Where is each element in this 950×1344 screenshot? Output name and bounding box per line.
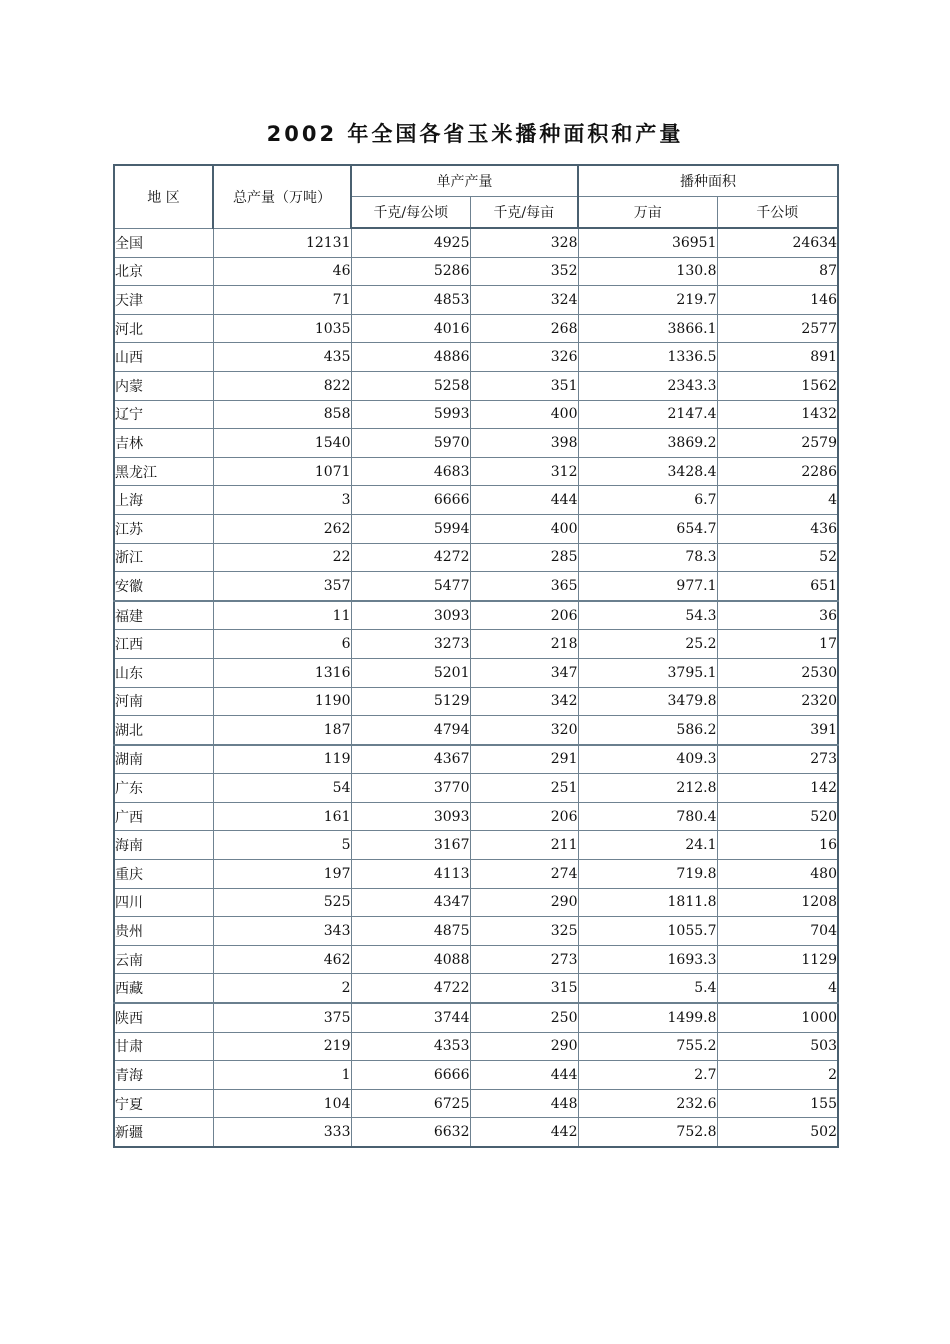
kg-per-mu-cell: 398	[470, 429, 578, 458]
kg-per-mu-cell: 444	[470, 1061, 578, 1090]
thousand-hectares-cell: 4	[717, 974, 838, 1003]
table-row	[114, 630, 838, 659]
total-output-cell: 6	[213, 630, 351, 659]
table-body	[114, 228, 838, 1147]
total-output-cell: 219	[213, 1032, 351, 1061]
wan-mu-cell: 780.4	[578, 802, 717, 831]
region-cell: 四川	[114, 888, 213, 917]
total-output-cell: 262	[213, 514, 351, 543]
kg-per-mu-cell: 218	[470, 630, 578, 659]
wan-mu-cell: 1693.3	[578, 945, 717, 974]
wan-mu-cell: 1055.7	[578, 917, 717, 946]
region-cell: 辽宁	[114, 400, 213, 429]
region-cell: 河北	[114, 314, 213, 343]
thousand-hectares-cell: 1208	[717, 888, 838, 917]
kg-per-hectare-cell: 5129	[351, 687, 470, 716]
kg-per-mu-cell: 251	[470, 774, 578, 803]
kg-per-mu-cell: 274	[470, 860, 578, 889]
header-total-output: 总产量（万吨）	[213, 165, 351, 228]
region-cell: 安徽	[114, 572, 213, 601]
kg-per-hectare-cell: 4367	[351, 745, 470, 774]
total-output-cell: 1071	[213, 457, 351, 486]
total-output-cell: 858	[213, 400, 351, 429]
region-cell: 湖北	[114, 716, 213, 745]
region-cell: 山东	[114, 658, 213, 687]
kg-per-hectare-cell: 3770	[351, 774, 470, 803]
total-output-cell: 375	[213, 1003, 351, 1032]
wan-mu-cell: 5.4	[578, 974, 717, 1003]
kg-per-hectare-cell: 5993	[351, 400, 470, 429]
region-cell: 山西	[114, 343, 213, 372]
thousand-hectares-cell: 1432	[717, 400, 838, 429]
wan-mu-cell: 130.8	[578, 257, 717, 286]
wan-mu-cell: 654.7	[578, 514, 717, 543]
thousand-hectares-cell: 1562	[717, 371, 838, 400]
kg-per-mu-cell: 342	[470, 687, 578, 716]
total-output-cell: 822	[213, 371, 351, 400]
wan-mu-cell: 24.1	[578, 831, 717, 860]
total-output-cell: 343	[213, 917, 351, 946]
wan-mu-cell: 977.1	[578, 572, 717, 601]
region-cell: 甘肃	[114, 1032, 213, 1061]
kg-per-hectare-cell: 5286	[351, 257, 470, 286]
thousand-hectares-cell: 2577	[717, 314, 838, 343]
header-region: 地 区	[114, 165, 213, 228]
region-cell: 贵州	[114, 917, 213, 946]
total-output-cell: 197	[213, 860, 351, 889]
table-row	[114, 888, 838, 917]
wan-mu-cell: 2343.3	[578, 371, 717, 400]
table-row	[114, 343, 838, 372]
thousand-hectares-cell: 2	[717, 1061, 838, 1090]
region-cell: 广东	[114, 774, 213, 803]
wan-mu-cell: 1499.8	[578, 1003, 717, 1032]
table-row	[114, 228, 838, 257]
kg-per-hectare-cell: 5258	[351, 371, 470, 400]
table-row	[114, 543, 838, 572]
thousand-hectares-cell: 891	[717, 343, 838, 372]
kg-per-mu-cell: 365	[470, 572, 578, 601]
total-output-cell: 187	[213, 716, 351, 745]
kg-per-hectare-cell: 4886	[351, 343, 470, 372]
kg-per-mu-cell: 291	[470, 745, 578, 774]
region-cell: 重庆	[114, 860, 213, 889]
thousand-hectares-cell: 704	[717, 917, 838, 946]
kg-per-hectare-cell: 5970	[351, 429, 470, 458]
kg-per-mu-cell: 448	[470, 1089, 578, 1118]
table-row	[114, 286, 838, 315]
kg-per-mu-cell: 352	[470, 257, 578, 286]
kg-per-hectare-cell: 4016	[351, 314, 470, 343]
thousand-hectares-cell: 2320	[717, 687, 838, 716]
kg-per-mu-cell: 290	[470, 1032, 578, 1061]
table-row	[114, 774, 838, 803]
wan-mu-cell: 752.8	[578, 1118, 717, 1147]
region-cell: 青海	[114, 1061, 213, 1090]
table-row	[114, 716, 838, 745]
wan-mu-cell: 219.7	[578, 286, 717, 315]
total-output-cell: 12131	[213, 228, 351, 257]
table-row	[114, 1089, 838, 1118]
kg-per-hectare-cell: 6725	[351, 1089, 470, 1118]
thousand-hectares-cell: 2530	[717, 658, 838, 687]
wan-mu-cell: 755.2	[578, 1032, 717, 1061]
header-sown-area: 播种面积	[578, 165, 838, 197]
header-kg-per-mu: 千克/每亩	[470, 197, 578, 229]
kg-per-mu-cell: 211	[470, 831, 578, 860]
region-cell: 福建	[114, 601, 213, 630]
thousand-hectares-cell: 2286	[717, 457, 838, 486]
region-cell: 广西	[114, 802, 213, 831]
total-output-cell: 525	[213, 888, 351, 917]
total-output-cell: 3	[213, 486, 351, 515]
wan-mu-cell: 2147.4	[578, 400, 717, 429]
total-output-cell: 1540	[213, 429, 351, 458]
wan-mu-cell: 25.2	[578, 630, 717, 659]
region-cell: 黑龙江	[114, 457, 213, 486]
total-output-cell: 104	[213, 1089, 351, 1118]
kg-per-mu-cell: 290	[470, 888, 578, 917]
total-output-cell: 11	[213, 601, 351, 630]
region-cell: 海南	[114, 831, 213, 860]
thousand-hectares-cell: 155	[717, 1089, 838, 1118]
total-output-cell: 5	[213, 831, 351, 860]
table-row	[114, 257, 838, 286]
table-row	[114, 429, 838, 458]
corn-production-table	[113, 164, 839, 1148]
thousand-hectares-cell: 142	[717, 774, 838, 803]
table-row	[114, 1118, 838, 1147]
kg-per-mu-cell: 400	[470, 400, 578, 429]
thousand-hectares-cell: 480	[717, 860, 838, 889]
kg-per-hectare-cell: 6666	[351, 1061, 470, 1090]
table-row	[114, 974, 838, 1003]
header-thousand-hectares: 千公顷	[717, 197, 838, 229]
wan-mu-cell: 212.8	[578, 774, 717, 803]
kg-per-hectare-cell: 3167	[351, 831, 470, 860]
thousand-hectares-cell: 273	[717, 745, 838, 774]
page-title: 2002 年全国各省玉米播种面积和产量	[266, 122, 684, 146]
kg-per-mu-cell: 206	[470, 601, 578, 630]
kg-per-mu-cell: 206	[470, 802, 578, 831]
kg-per-hectare-cell: 3093	[351, 802, 470, 831]
thousand-hectares-cell: 2579	[717, 429, 838, 458]
kg-per-mu-cell: 315	[470, 974, 578, 1003]
thousand-hectares-cell: 1129	[717, 945, 838, 974]
wan-mu-cell: 6.7	[578, 486, 717, 515]
total-output-cell: 333	[213, 1118, 351, 1147]
region-cell: 浙江	[114, 543, 213, 572]
kg-per-mu-cell: 400	[470, 514, 578, 543]
wan-mu-cell: 3428.4	[578, 457, 717, 486]
kg-per-hectare-cell: 4925	[351, 228, 470, 257]
kg-per-mu-cell: 273	[470, 945, 578, 974]
wan-mu-cell: 3869.2	[578, 429, 717, 458]
region-cell: 云南	[114, 945, 213, 974]
kg-per-mu-cell: 250	[470, 1003, 578, 1032]
kg-per-mu-cell: 351	[470, 371, 578, 400]
kg-per-hectare-cell: 5201	[351, 658, 470, 687]
kg-per-hectare-cell: 3744	[351, 1003, 470, 1032]
kg-per-mu-cell: 312	[470, 457, 578, 486]
total-output-cell: 1035	[213, 314, 351, 343]
total-output-cell: 22	[213, 543, 351, 572]
kg-per-hectare-cell: 5477	[351, 572, 470, 601]
table-row	[114, 314, 838, 343]
thousand-hectares-cell: 87	[717, 257, 838, 286]
wan-mu-cell: 232.6	[578, 1089, 717, 1118]
region-cell: 江西	[114, 630, 213, 659]
table-row	[114, 486, 838, 515]
thousand-hectares-cell: 651	[717, 572, 838, 601]
region-cell: 天津	[114, 286, 213, 315]
kg-per-hectare-cell: 6666	[351, 486, 470, 515]
kg-per-hectare-cell: 6632	[351, 1118, 470, 1147]
kg-per-hectare-cell: 4794	[351, 716, 470, 745]
wan-mu-cell: 719.8	[578, 860, 717, 889]
kg-per-hectare-cell: 4875	[351, 917, 470, 946]
thousand-hectares-cell: 391	[717, 716, 838, 745]
header-wan-mu: 万亩	[578, 197, 717, 229]
total-output-cell: 435	[213, 343, 351, 372]
kg-per-mu-cell: 268	[470, 314, 578, 343]
kg-per-hectare-cell: 4113	[351, 860, 470, 889]
region-cell: 全国	[114, 228, 213, 257]
wan-mu-cell: 1811.8	[578, 888, 717, 917]
region-cell: 宁夏	[114, 1089, 213, 1118]
thousand-hectares-cell: 503	[717, 1032, 838, 1061]
kg-per-hectare-cell: 3273	[351, 630, 470, 659]
table-row	[114, 745, 838, 774]
total-output-cell: 462	[213, 945, 351, 974]
kg-per-mu-cell: 328	[470, 228, 578, 257]
kg-per-hectare-cell: 4722	[351, 974, 470, 1003]
kg-per-hectare-cell: 4683	[351, 457, 470, 486]
thousand-hectares-cell: 146	[717, 286, 838, 315]
total-output-cell: 119	[213, 745, 351, 774]
table-row	[114, 831, 838, 860]
table-row	[114, 514, 838, 543]
table-row	[114, 945, 838, 974]
kg-per-hectare-cell: 4353	[351, 1032, 470, 1061]
table-row	[114, 601, 838, 630]
thousand-hectares-cell: 52	[717, 543, 838, 572]
total-output-cell: 1316	[213, 658, 351, 687]
region-cell: 河南	[114, 687, 213, 716]
kg-per-hectare-cell: 3093	[351, 601, 470, 630]
wan-mu-cell: 54.3	[578, 601, 717, 630]
region-cell: 西藏	[114, 974, 213, 1003]
region-cell: 北京	[114, 257, 213, 286]
region-cell: 新疆	[114, 1118, 213, 1147]
thousand-hectares-cell: 36	[717, 601, 838, 630]
table-row	[114, 572, 838, 601]
region-cell: 江苏	[114, 514, 213, 543]
wan-mu-cell: 3479.8	[578, 687, 717, 716]
region-cell: 上海	[114, 486, 213, 515]
wan-mu-cell: 586.2	[578, 716, 717, 745]
table-row	[114, 658, 838, 687]
wan-mu-cell: 2.7	[578, 1061, 717, 1090]
region-cell: 陕西	[114, 1003, 213, 1032]
total-output-cell: 161	[213, 802, 351, 831]
region-cell: 湖南	[114, 745, 213, 774]
table-row	[114, 917, 838, 946]
kg-per-mu-cell: 285	[470, 543, 578, 572]
thousand-hectares-cell: 4	[717, 486, 838, 515]
wan-mu-cell: 3866.1	[578, 314, 717, 343]
table-row	[114, 860, 838, 889]
kg-per-hectare-cell: 4347	[351, 888, 470, 917]
thousand-hectares-cell: 502	[717, 1118, 838, 1147]
region-cell: 内蒙	[114, 371, 213, 400]
kg-per-mu-cell: 324	[470, 286, 578, 315]
table-row	[114, 400, 838, 429]
kg-per-mu-cell: 442	[470, 1118, 578, 1147]
header-kg-per-hectare: 千克/每公顷	[351, 197, 470, 229]
table-row	[114, 1061, 838, 1090]
thousand-hectares-cell: 17	[717, 630, 838, 659]
kg-per-mu-cell: 444	[470, 486, 578, 515]
kg-per-mu-cell: 347	[470, 658, 578, 687]
total-output-cell: 357	[213, 572, 351, 601]
wan-mu-cell: 409.3	[578, 745, 717, 774]
table-row	[114, 371, 838, 400]
thousand-hectares-cell: 520	[717, 802, 838, 831]
kg-per-mu-cell: 326	[470, 343, 578, 372]
total-output-cell: 1	[213, 1061, 351, 1090]
kg-per-mu-cell: 325	[470, 917, 578, 946]
wan-mu-cell: 78.3	[578, 543, 717, 572]
table-row	[114, 802, 838, 831]
total-output-cell: 1190	[213, 687, 351, 716]
total-output-cell: 54	[213, 774, 351, 803]
kg-per-hectare-cell: 4853	[351, 286, 470, 315]
header-unit-yield: 单产产量	[351, 165, 578, 197]
total-output-cell: 46	[213, 257, 351, 286]
kg-per-mu-cell: 320	[470, 716, 578, 745]
region-cell: 吉林	[114, 429, 213, 458]
thousand-hectares-cell: 16	[717, 831, 838, 860]
wan-mu-cell: 1336.5	[578, 343, 717, 372]
table-row	[114, 457, 838, 486]
thousand-hectares-cell: 24634	[717, 228, 838, 257]
kg-per-hectare-cell: 4088	[351, 945, 470, 974]
total-output-cell: 71	[213, 286, 351, 315]
kg-per-hectare-cell: 4272	[351, 543, 470, 572]
thousand-hectares-cell: 1000	[717, 1003, 838, 1032]
wan-mu-cell: 36951	[578, 228, 717, 257]
table-row	[114, 1032, 838, 1061]
wan-mu-cell: 3795.1	[578, 658, 717, 687]
kg-per-hectare-cell: 5994	[351, 514, 470, 543]
table-row	[114, 1003, 838, 1032]
total-output-cell: 2	[213, 974, 351, 1003]
thousand-hectares-cell: 436	[717, 514, 838, 543]
table-row	[114, 687, 838, 716]
